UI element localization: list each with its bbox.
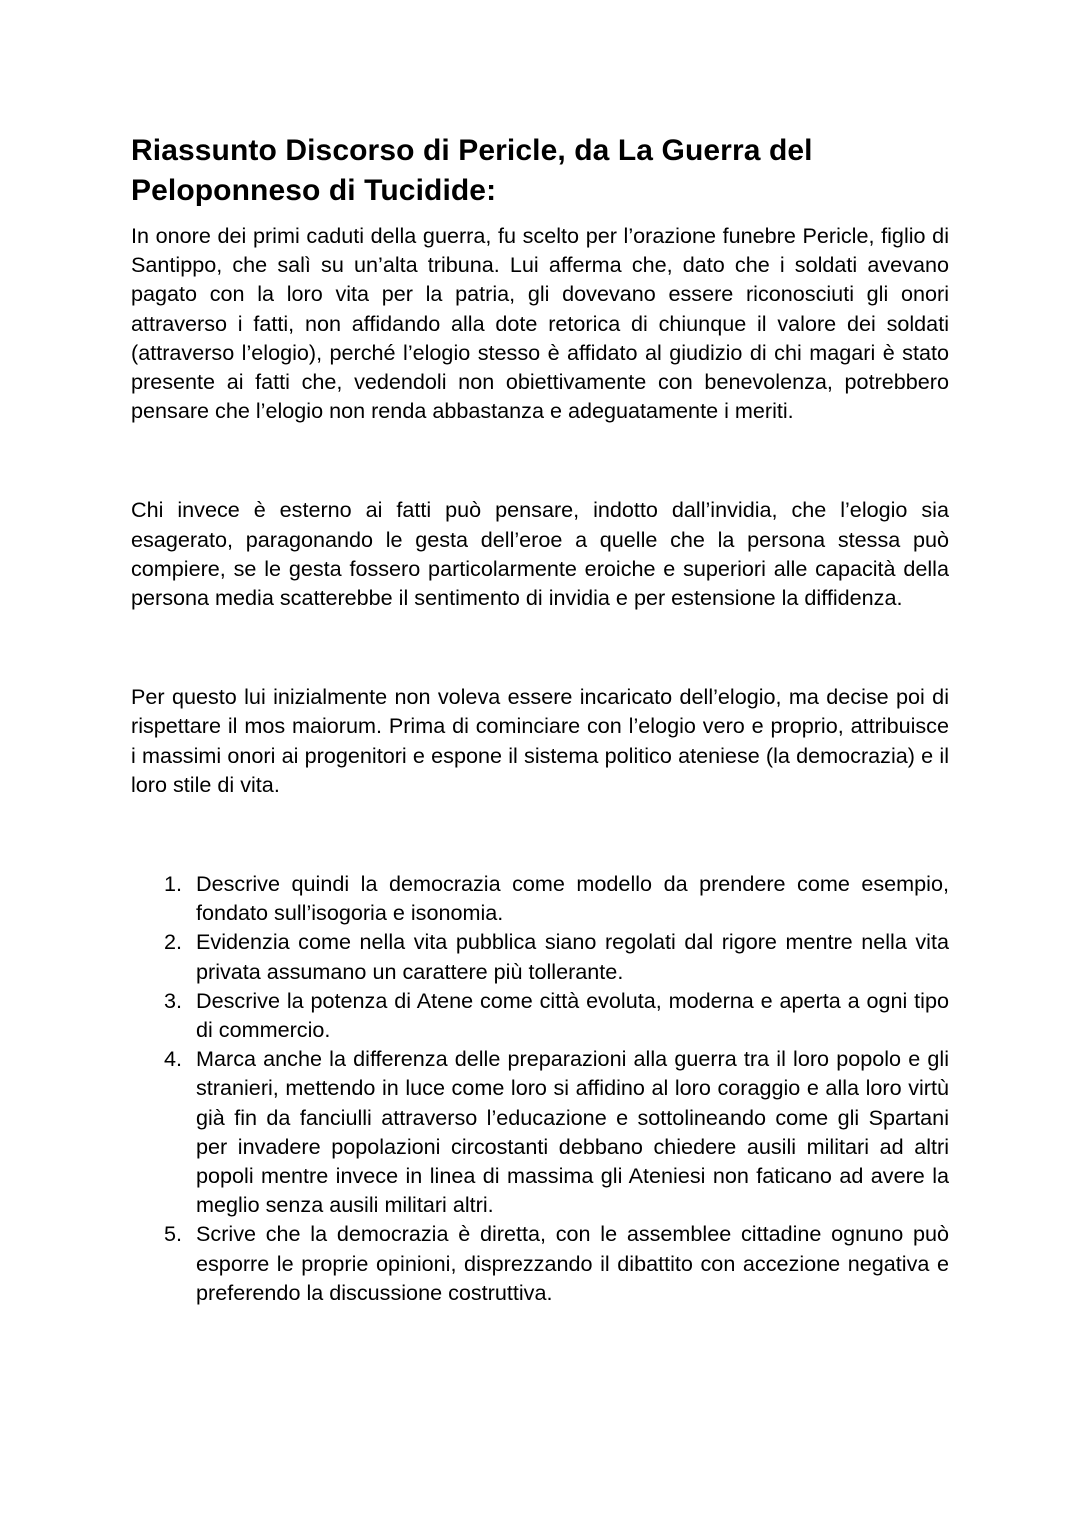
list-item-number: 1. [164, 871, 183, 897]
list-item [131, 869, 949, 927]
list-item [131, 1044, 949, 1219]
paragraph-mos-maiorum: Per questo lui inizialmente non voleva essere incaricato dell’elogio, ma decise poi di rispettare il mos maiorum. Prima di cominciare con l’elogio vero e proprio, attribuisce i massimi onori ai progenitori e espone il sistema politico ateniese (la democrazia) e il loro stile di vita. [131, 684, 949, 797]
list-item [131, 927, 949, 985]
list-item [131, 1219, 949, 1307]
list-item-number: 3. [164, 987, 183, 1013]
document-title: Riassunto Discorso di Pericle, da La Guerra del Peloponneso di Tucidide: [131, 134, 813, 207]
list-item-text: Scrive che la democrazia è diretta, con le assemblee cittadine ognuno può esporre le proprie opinioni, disprezzando il dibattito con accezione negativa e preferendo la discussione costruttiva. [196, 1221, 949, 1305]
document-page [131, 131, 949, 1307]
list-item [131, 986, 949, 1044]
list-item-text: Marca anche la differenza delle preparazioni alla guerra tra il loro popolo e gli stranieri, mettendo in luce come loro si affidino al loro coraggio e alla loro virtù già fin da fanciulli attraverso l’educazione e sottolineando come gli Spartani per invadere popolazioni circostanti debbano chiedere ausili militari ad altri popoli mentre invece in linea di massima gli Ateniesi non faticano ad avere la meglio senza ausili militari altri. [196, 1046, 949, 1218]
list-item-text: Descrive la potenza di Atene come città evoluta, moderna e aperta a ogni tipo di commercio. [196, 987, 949, 1043]
paragraph-envy: Chi invece è esterno ai fatti può pensare, indotto dall’invidia, che l’elogio sia esagerato, paragonando le gesta dell’eroe a quelle che la persona stessa può compiere, se le gesta fossero particolarmente eroiche e superiori alle capacità della persona media scatterebbe il sentimento di invidia e per estensione la diffidenza. [131, 497, 949, 611]
list-item-number: 5. [164, 1221, 183, 1247]
list-item-number: 4. [164, 1046, 183, 1072]
paragraph-intro: In onore dei primi caduti della guerra, fu scelto per l’orazione funebre Pericle, figlio di Santippo, che salì su un’alta tribuna. Lui afferma che, dato che i soldati avevano pagato con la loro vita per la patria, gli dovevano essere riconosciuti gli onori attraverso i fatti, non affidando alla dote retorica di chiunque il valore dei soldati (attraverso l’elogio), perché l’elogio stesso è affidato al giudizio di chi magari è stato presente ai fatti che, vedendoli non obiettivamente con benevolenza, potrebbero pensare che l’elogio non renda abbastanza e adeguatamente i meriti. [131, 223, 949, 424]
list-item-text: Descrive quindi la democrazia come modello da prendere come esempio, fondato sull’isogoria e isonomia. [196, 871, 949, 926]
list-item-text: Evidenzia come nella vita pubblica siano regolati dal rigore mentre nella vita privata assumano un carattere più tollerante. [196, 929, 949, 984]
numbered-list [131, 869, 949, 1307]
list-item-number: 2. [164, 929, 183, 955]
